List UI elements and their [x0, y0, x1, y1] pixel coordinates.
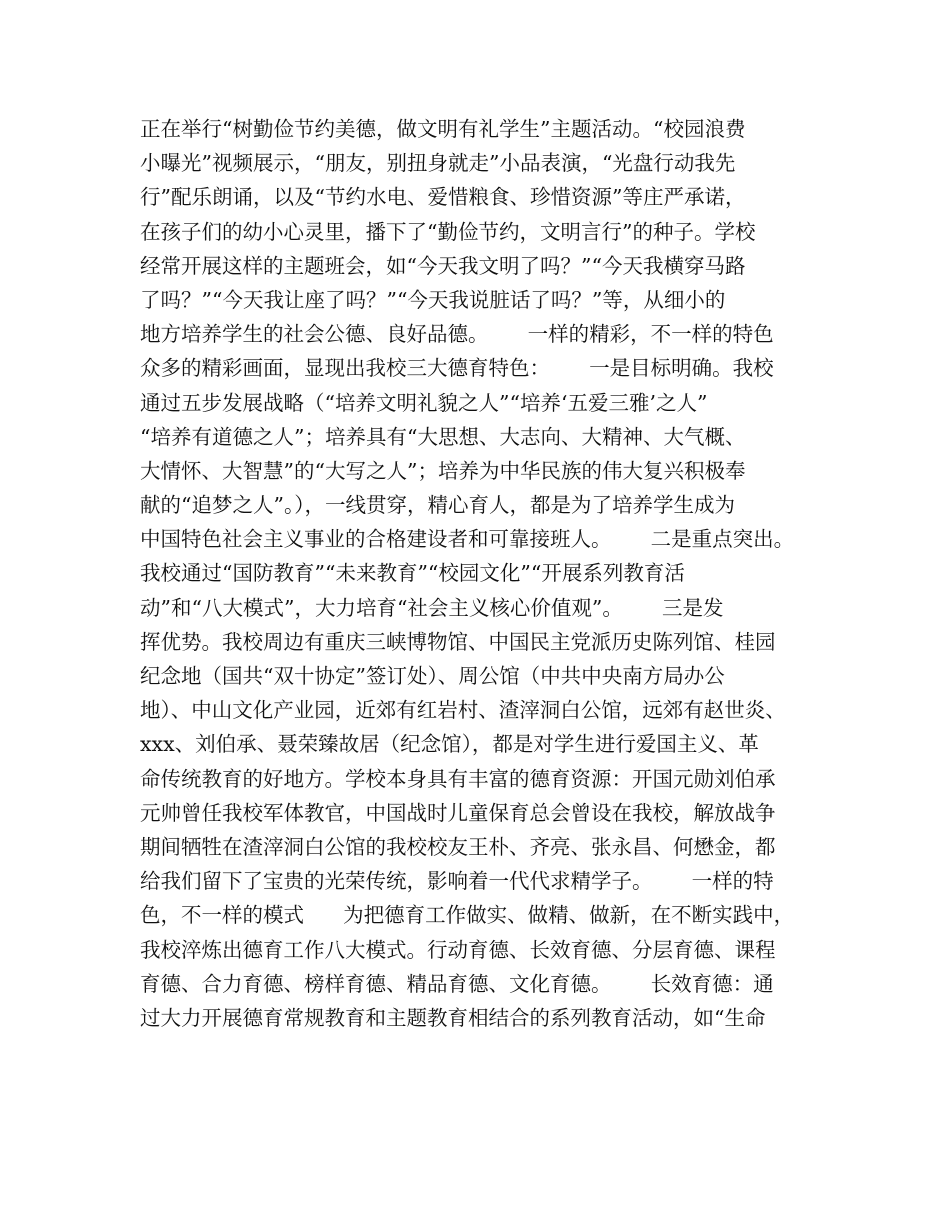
- text-line: 中国特色社会主义事业的合格建设者和可靠接班人。 二是重点突出。: [140, 527, 795, 552]
- text-line: 地）、中山文化产业园，近郊有红岩村、渣滓洞白公馆，远郊有赵世炎、: [140, 698, 786, 723]
- text-line: 纪念地（国共“双十协定”签订处）、周公馆（中共中央南方局办公: [140, 664, 725, 688]
- text-line: 元帅曾任我校军体教官，中国战时儿童保育总会曾设在我校，解放战争: [140, 800, 776, 825]
- text-line: 行”配乐朗诵，以及“节约水电、爱惜粮食、珍惜资源”等庄严承诺，: [140, 185, 746, 210]
- text-line: 我校通过“国防教育”“未来教育”“校园文化”“开展系列教育活: [140, 561, 685, 586]
- text-line: 通过五步发展战略（“培养文明礼貌之人”“培养‘五爱三雅’之人”: [140, 390, 708, 415]
- text-line: 献的“追梦之人”。），一线贯穿，精心育人，都是为了培养学生成为: [140, 493, 735, 518]
- text-line: 经常开展这样的主题班会，如“今天我文明了吗？”“今天我横穿马路: [140, 253, 746, 278]
- text-line: 了吗？”“今天我让座了吗？”“今天我说脏话了吗？”等，从细小的: [140, 287, 726, 312]
- text-line: “培养有道德之人”；培养具有“大思想、大志向、大精神、大气概、: [140, 424, 746, 449]
- text-line: 育德、合力育德、榜样育德、精品育德、文化育德。 长效育德：通: [140, 971, 774, 996]
- text-line: 在孩子们的幼小心灵里，播下了“勤俭节约，文明言行”的种子。学校: [140, 219, 756, 244]
- text-line: 正在举行“树勤俭节约美德，做文明有礼学生”主题活动。“校园浪费: [140, 117, 746, 141]
- text-line: 给我们留下了宝贵的光荣传统，影响着一代代求精学子。 一样的特: [140, 869, 774, 894]
- text-line: 小曝光”视频展示，“朋友，别扭身就走”小品表演，“光盘行动我先: [140, 151, 736, 176]
- text-line: 众多的精彩画面，显现出我校三大德育特色： 一是目标明确。我校: [140, 356, 774, 381]
- text-line: 过大力开展德育常规教育和主题教育相结合的系列教育活动，如“生命: [140, 1005, 766, 1030]
- text-line: 地方培养学生的社会公德、良好品德。 一样的精彩，不一样的特色: [140, 322, 774, 347]
- body-text: [140, 112, 840, 1035]
- text-line: 我校淬炼出德育工作八大模式。行动育德、长效育德、分层育德、课程: [140, 937, 776, 962]
- text-line: 挥优势。我校周边有重庆三峡博物馆、中国民主党派历史陈列馆、桂园: [140, 629, 776, 654]
- text-line: 大情怀、大智慧”的“大写之人”；培养为中华民族的伟大复兴积极奉: [140, 458, 746, 483]
- text-line: 色，不一样的模式 为把德育工作做实、做精、做新，在不断实践中，: [140, 903, 795, 928]
- text-line: 期间牺牲在渣滓洞白公馆的我校校友王朴、齐亮、张永昌、何懋金，都: [140, 834, 776, 859]
- text-line: 动”和“八大模式”，大力培育“社会主义核心价值观”。 三是发: [140, 595, 724, 620]
- text-line: 命传统教育的好地方。学校本身具有丰富的德育资源：开国元勋刘伯承: [140, 766, 776, 791]
- text-line: xxx、刘伯承、聂荣臻故居（纪念馆），都是对学生进行爱国主义、革: [140, 732, 759, 757]
